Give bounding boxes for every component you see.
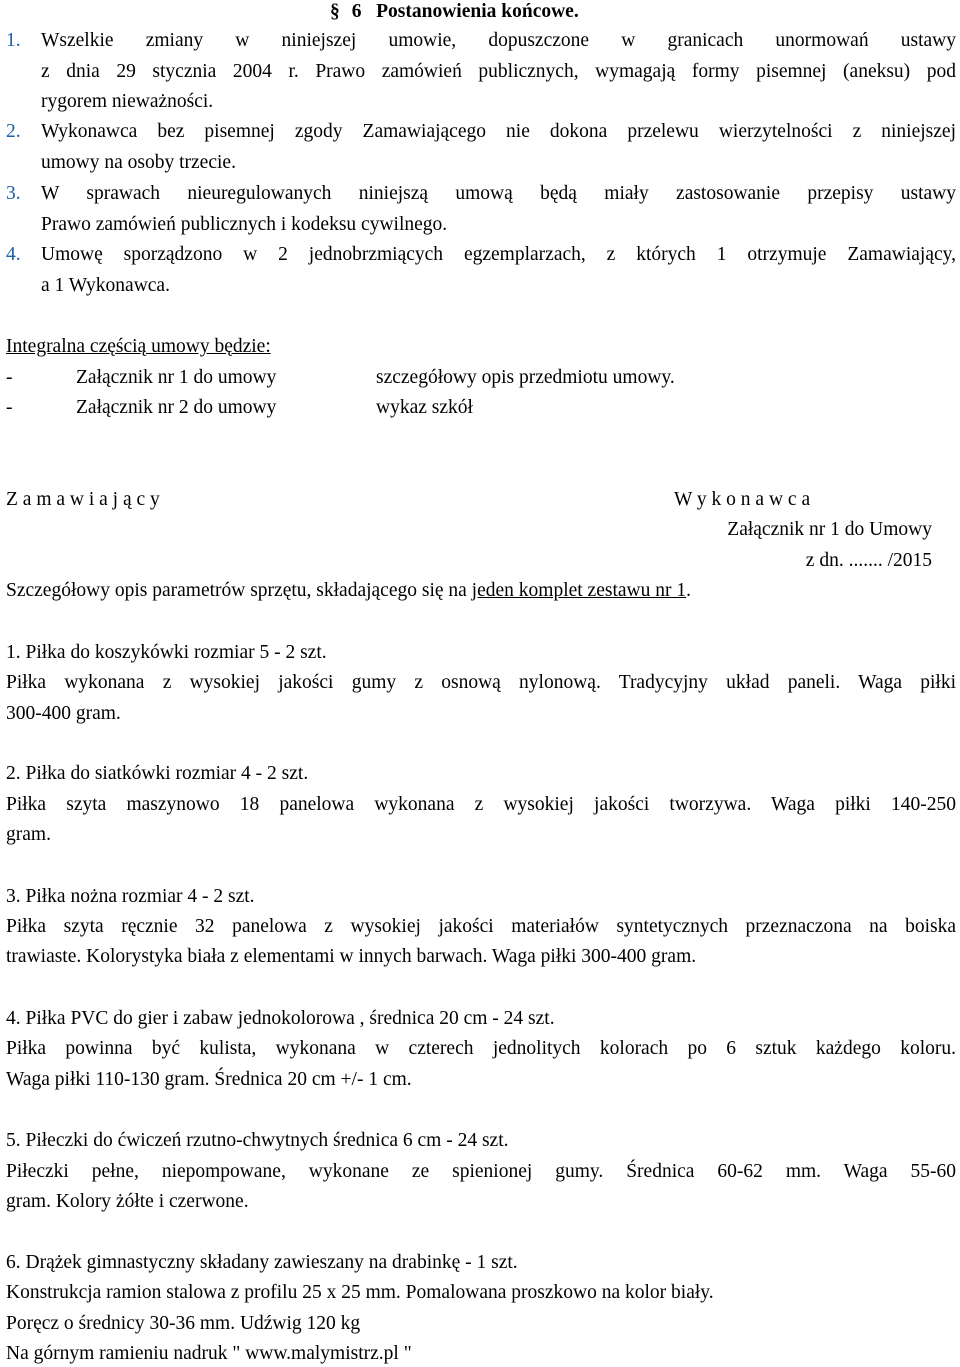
provision-1 [6, 30, 956, 52]
provision-text: Prawo zamówień publicznych i kodeksu cywilnego. [41, 214, 448, 235]
signature-zamawiajacy: Z a m a w i a j ą c y [6, 489, 160, 510]
signature-wykonawca: W y k o n a w c a [674, 489, 811, 510]
attachment-name: Załącznik nr 1 do umowy [76, 367, 277, 388]
attachment-desc: szczegółowy opis przedmiotu umowy. [376, 367, 675, 388]
section-title: Postanowienia końcowe. [376, 1, 579, 22]
section-symbol: § [330, 1, 340, 22]
provision-text: Wszelkie zmiany w niniejszej umowie, dopuszczone w granicach unormowań ustawy [41, 30, 956, 51]
item-header: 5. Piłeczki do ćwiczeń rzutno-chwytnych średnica 6 cm - 24 szt. [6, 1130, 509, 1151]
provision-2-cont [6, 152, 956, 174]
provision-text: a 1 Wykonawca. [41, 275, 170, 296]
provision-text: Wykonawca bez pisemnej zgody Zamawiającego nie dokona przelewu wierzytelności z niniejszej [41, 121, 956, 142]
attachments-heading: Integralna częścią umowy będzie: [6, 336, 271, 357]
item-header: 1. Piłka do koszykówki rozmiar 5 - 2 szt. [6, 642, 327, 663]
attachment-dash: - [6, 397, 13, 418]
item-description: Piłka szyta maszynowo 18 panelowa wykonana z wysokiej jakości tworzywa. Waga piłki 140-250 [6, 794, 956, 815]
provision-1-cont2 [6, 91, 956, 113]
item-description: Piłeczki pełne, niepompowane, wykonane ze spienionej gumy. Średnica 60-62 mm. Waga 55-60 [6, 1161, 956, 1182]
item-description: Konstrukcja ramion stalowa z profilu 25 x 25 mm. Pomalowana proszkowo na kolor biały. [6, 1282, 714, 1303]
provision-text: z dnia 29 stycznia 2004 r. Prawo zamówień publicznych, wymagają formy pisemnej (aneksu) pod [41, 61, 956, 82]
annex-intro-underlined: jeden komplet zestawu nr 1 [471, 580, 687, 601]
annex-title: Załącznik nr 1 do Umowy [727, 519, 932, 540]
annex-date: z dn. ....... /2015 [805, 550, 932, 571]
section-heading [330, 1, 579, 23]
provision-text: umowy na osoby trzecie. [41, 152, 236, 173]
item-header: 6. Drążek gimnastyczny składany zawieszany na drabinkę - 1 szt. [6, 1252, 518, 1273]
provision-3-cont [6, 214, 956, 236]
item-description: Piłka powinna być kulista, wykonana w czterech jednolitych kolorach po 6 sztuk każdego koloru. [6, 1038, 956, 1059]
provision-text: rygorem nieważności. [41, 91, 214, 112]
provision-4 [6, 244, 956, 266]
item-description: gram. Kolory żółte i czerwone. [6, 1191, 249, 1212]
provision-3 [6, 183, 956, 205]
item-description: Poręcz o średnicy 30-36 mm. Udźwig 120 kg [6, 1313, 361, 1334]
attachment-desc: wykaz szkół [376, 397, 473, 418]
item-header: 3. Piłka nożna rozmiar 4 - 2 szt. [6, 886, 255, 907]
annex-intro-end: . [686, 580, 691, 601]
provision-number: 3. [6, 183, 21, 204]
provision-number: 2. [6, 121, 21, 142]
item-header: 4. Piłka PVC do gier i zabaw jednokolorowa , średnica 20 cm - 24 szt. [6, 1008, 555, 1029]
provision-number: 4. [6, 244, 21, 265]
provision-2 [6, 121, 956, 143]
provision-4-cont [6, 275, 956, 297]
provision-1-cont [6, 61, 956, 83]
item-description: 300-400 gram. [6, 703, 121, 724]
annex-intro-text: Szczegółowy opis parametrów sprzętu, składającego się na [6, 580, 472, 601]
provision-text: Umowę sporządzono w 2 jednobrzmiących egzemplarzach, z których 1 otrzymuje Zamawiający, [41, 244, 956, 265]
provision-text: W sprawach nieuregulowanych niniejszą umową będą miały zastosowanie przepisy ustawy [41, 183, 956, 204]
item-description: gram. [6, 824, 51, 845]
item-description: Na górnym ramieniu nadruk " www.malymistrz.pl " [6, 1343, 412, 1364]
attachment-dash: - [6, 367, 13, 388]
section-number: 6 [351, 1, 362, 22]
annex-intro [6, 580, 691, 602]
item-description: Piłka wykonana z wysokiej jakości gumy z osnową nylonową. Tradycyjny układ paneli. Waga piłki [6, 672, 956, 693]
item-description: Waga piłki 110-130 gram. Średnica 20 cm +/- 1 cm. [6, 1069, 412, 1090]
provision-number: 1. [6, 30, 21, 51]
item-header: 2. Piłka do siatkówki rozmiar 4 - 2 szt. [6, 763, 309, 784]
attachment-name: Załącznik nr 2 do umowy [76, 397, 277, 418]
item-description: trawiaste. Kolorystyka biała z elementami w innych barwach. Waga piłki 300-400 gram. [6, 946, 697, 967]
item-description: Piłka szyta ręcznie 32 panelowa z wysokiej jakości materiałów syntetycznych przeznaczona na boiska [6, 916, 956, 937]
